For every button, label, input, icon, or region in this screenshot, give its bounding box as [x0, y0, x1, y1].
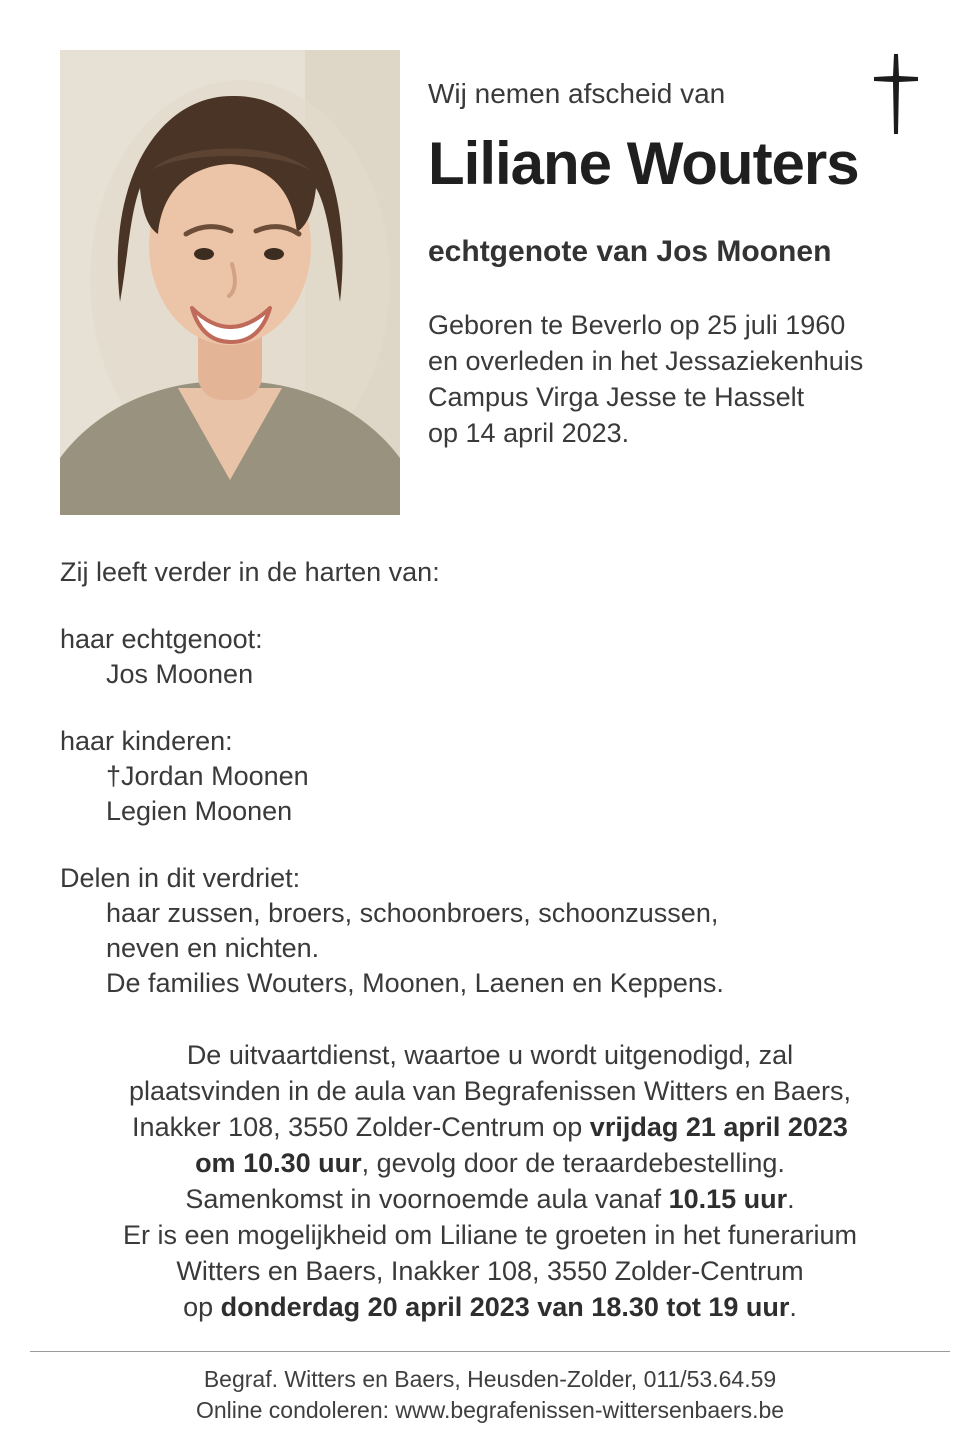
group-members [60, 657, 920, 692]
header-text [400, 50, 920, 451]
header [60, 50, 920, 515]
group-members [60, 759, 920, 829]
group-label: haar kinderen: [60, 726, 233, 756]
member-line: Legien Moonen [106, 796, 293, 826]
member-line: Jos Moonen [106, 659, 254, 689]
member-line: †Jordan Moonen [106, 761, 309, 791]
relation-line: echtgenote van Jos Moonen [428, 235, 832, 268]
birth-death-paragraph [428, 307, 920, 451]
survivors-intro: Zij leeft verder in de harten van: [60, 557, 440, 587]
group-label: haar echtgenoot: [60, 624, 263, 654]
condolences-line: Online condoleren: www.begrafenissen-wittersenbaers.be [195, 1397, 785, 1423]
birth-death-line: op 14 april 2023. [428, 418, 630, 448]
ceremony-line: plaatsvinden in de aula van Begrafenissen Witters en Baers, [129, 1076, 851, 1106]
ceremony-line: Inakker 108, 3550 Zolder-Centrum op vrijdag 21 april 2023 [132, 1112, 848, 1142]
ceremony-line: op donderdag 20 april 2023 van 18.30 tot 19 uur. [183, 1292, 797, 1322]
birth-death-line: Campus Virga Jesse te Hasselt [428, 382, 805, 412]
ceremony-line: Er is een mogelijkheid om Liliane te groeten in het funerarium [123, 1220, 857, 1250]
member-line: De families Wouters, Moonen, Laenen en Keppens. [106, 968, 724, 998]
survivor-group [60, 724, 920, 829]
survivor-group [60, 622, 920, 692]
member-line: haar zussen, broers, schoonbroers, schoonzussen, [106, 898, 719, 928]
ceremony-line: De uitvaartdienst, waartoe u wordt uitgenodigd, zal [186, 1040, 794, 1070]
birth-death-line: en overleden in het Jessaziekenhuis [428, 346, 864, 376]
ceremony-line: Samenkomst in voornoemde aula vanaf 10.15 uur. [185, 1184, 795, 1214]
group-members [60, 896, 920, 1001]
ceremony-line: Witters en Baers, Inakker 108, 3550 Zolder-Centrum [176, 1256, 804, 1286]
survivor-group [60, 861, 920, 1001]
footer [30, 1351, 950, 1426]
member-line: neven en nichten. [106, 933, 320, 963]
funeral-home-line: Begraf. Witters en Baers, Heusden-Zolder, 011/53.64.59 [203, 1366, 777, 1392]
ceremony-line: om 10.30 uur, gevolg door de teraardebestelling. [195, 1148, 785, 1178]
birth-death-line: Geboren te Beverlo op 25 juli 1960 [428, 310, 846, 340]
portrait-photo [60, 50, 400, 515]
ceremony-paragraph [60, 1037, 920, 1325]
portrait-illustration [60, 50, 400, 515]
intro-line: Wij nemen afscheid van [428, 78, 726, 109]
deceased-name: Liliane Wouters [428, 130, 859, 197]
cross-icon [864, 52, 928, 136]
group-label: Delen in dit verdriet: [60, 863, 301, 893]
